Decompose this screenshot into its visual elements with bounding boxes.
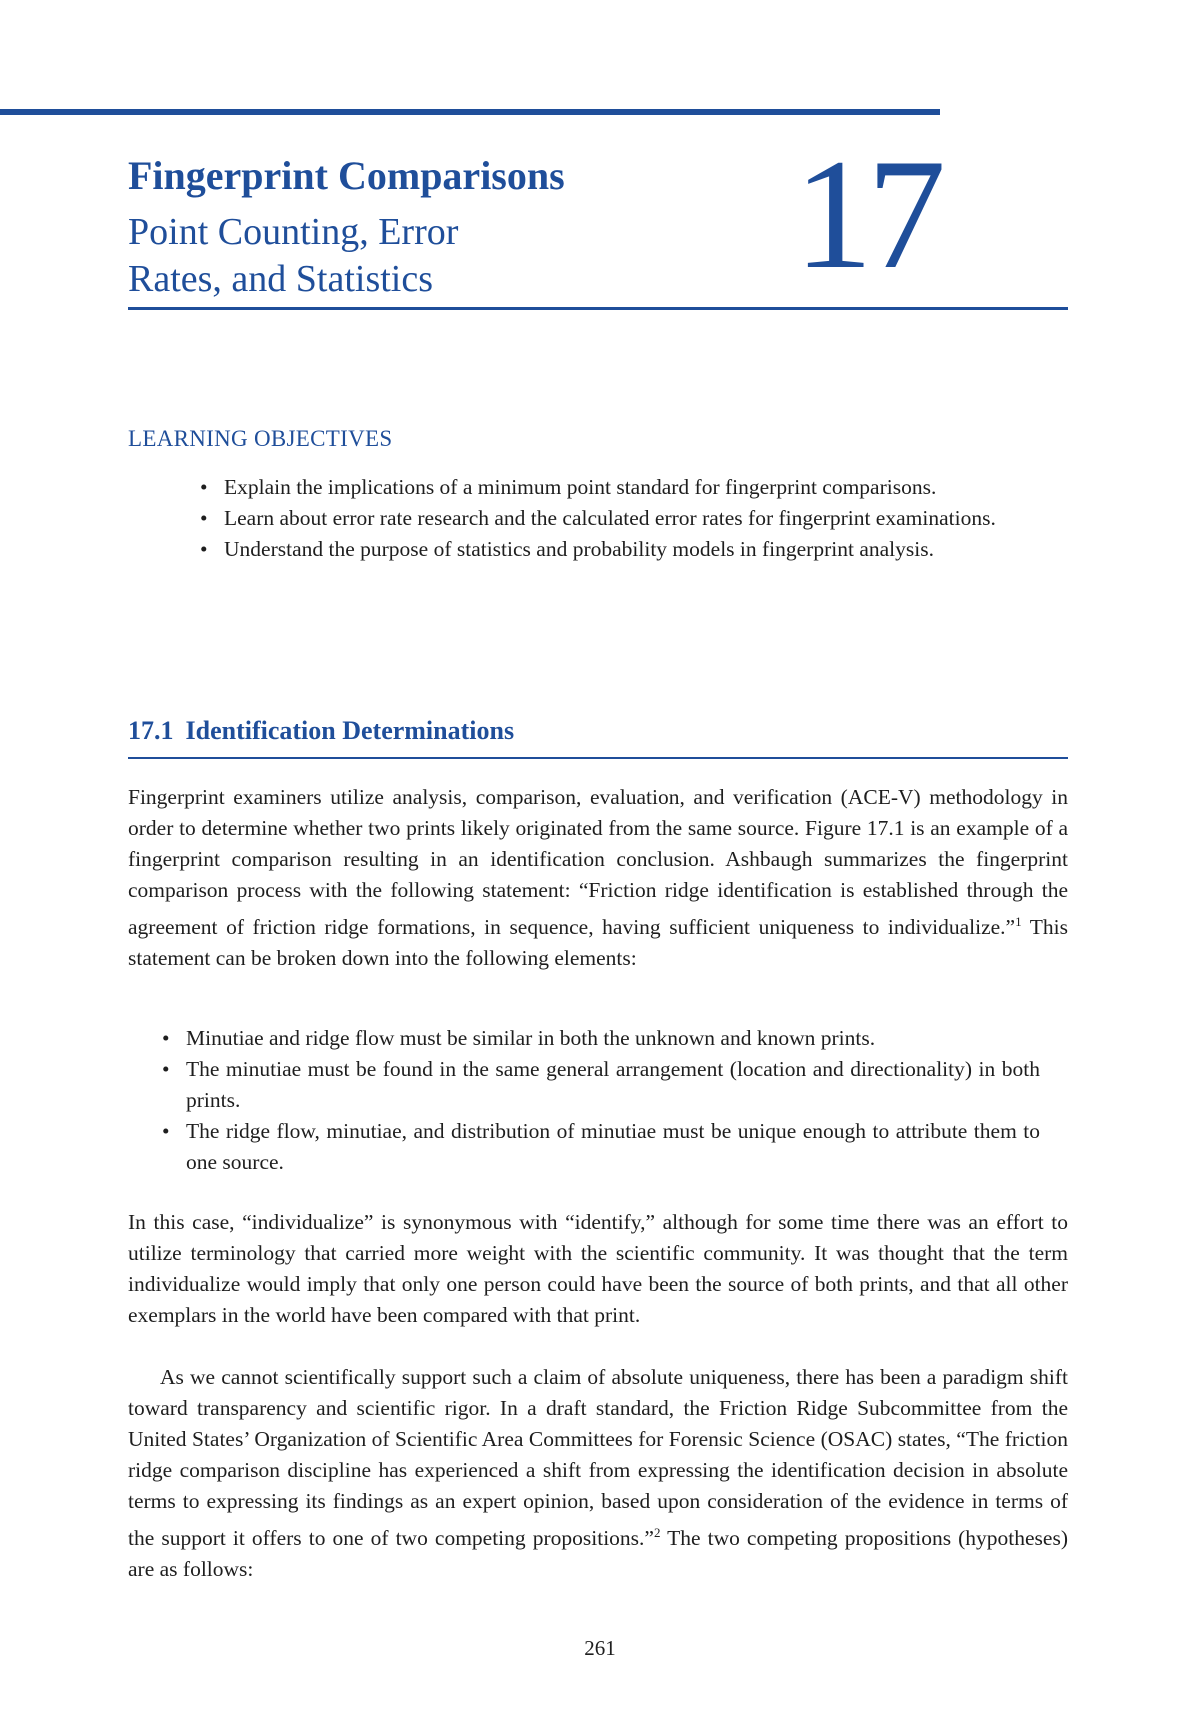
paragraph-ace-v-text: Fingerprint examiners utilize analysis, comparison, evaluation, and verification (ACE-V) methodology in order to determine whether two prints likely originated from the same source. Figure 17.1 is an example of a fingerprint comparison resulting in an identification conclusion. Ashbaugh summarizes the fingerprint comparison process with the following statement: “Friction ridge identification is established through the agreement of friction ridge formations, in sequence, having sufficient uniqueness to individualize.”: [128, 785, 1068, 940]
paragraph-osac-text: As we cannot scientifically support such a claim of absolute uniqueness, there has been a paradigm shift toward transparency and scientific rigor. In a draft standard, the Friction Ridge Subcommittee from the United States’ Organization of Scientific Area Committees for Forensic Science (OSAC) states, “The friction ridge comparison discipline has experienced a shift from expressing the identification decision in absolute terms to expressing its findings as an expert opinion, based upon consideration of the evidence in terms of the support it offers to one of two competing propositions.”: [128, 1365, 1068, 1551]
section-number: 17.1: [128, 716, 174, 745]
chapter-number: 17: [794, 127, 940, 302]
learning-objectives-list: [224, 472, 1040, 565]
paragraph-osac: [128, 1362, 1068, 1585]
learning-objective-item: • Explain the implications of a minimum point standard for fingerprint comparisons.: [224, 472, 1040, 503]
page-number: 261: [584, 1636, 616, 1660]
paragraph-osac-tail: The two competing propositions (hypotheses) are as follows:: [128, 1526, 1068, 1582]
paragraph-ace-v-tail: This statement can be broken down into the following elements:: [128, 915, 1068, 971]
chapter-subtitle-line-1: Point Counting, Error: [128, 211, 459, 253]
learning-objective-item: • Learn about error rate research and the calculated error rates for fingerprint examinations.: [224, 503, 1040, 534]
section-heading: [128, 716, 514, 746]
footnote-ref-2[interactable]: 2: [653, 1525, 661, 1540]
header-rule: [128, 307, 1068, 310]
paragraph-individualize: In this case, “individualize” is synonymous with “identify,” although for some time there was an effort to utilize terminology that carried more weight with the scientific community. It was thought that the term individualize would imply that only one person could have been the source of both prints, and that all other exemplars in the world have been compared with that print.: [128, 1210, 1068, 1327]
identification-elements-list: [186, 1023, 1040, 1178]
element-item: • Minutiae and ridge flow must be similar in both the unknown and known prints.: [186, 1023, 1040, 1054]
element-item: • The ridge flow, minutiae, and distribution of minutiae must be unique enough to attribute them to one source.: [186, 1116, 1040, 1178]
section-rule: [128, 757, 1068, 759]
top-rule: [0, 109, 940, 115]
chapter-subtitle-line-2: Rates, and Statistics: [128, 258, 434, 300]
element-item: • The minutiae must be found in the same general arrangement (location and directionality) in both prints.: [186, 1054, 1040, 1116]
footnote-ref-1[interactable]: 1: [1015, 914, 1022, 929]
chapter-subtitle: [128, 209, 458, 303]
section-title: Identification Determinations: [185, 716, 515, 745]
chapter-title: Fingerprint Comparisons: [128, 153, 565, 198]
paragraph-ace-v: [128, 782, 1068, 974]
learning-objective-item: • Understand the purpose of statistics and probability models in fingerprint analysis.: [224, 534, 1040, 565]
learning-objectives-heading: LEARNING OBJECTIVES: [128, 426, 393, 451]
